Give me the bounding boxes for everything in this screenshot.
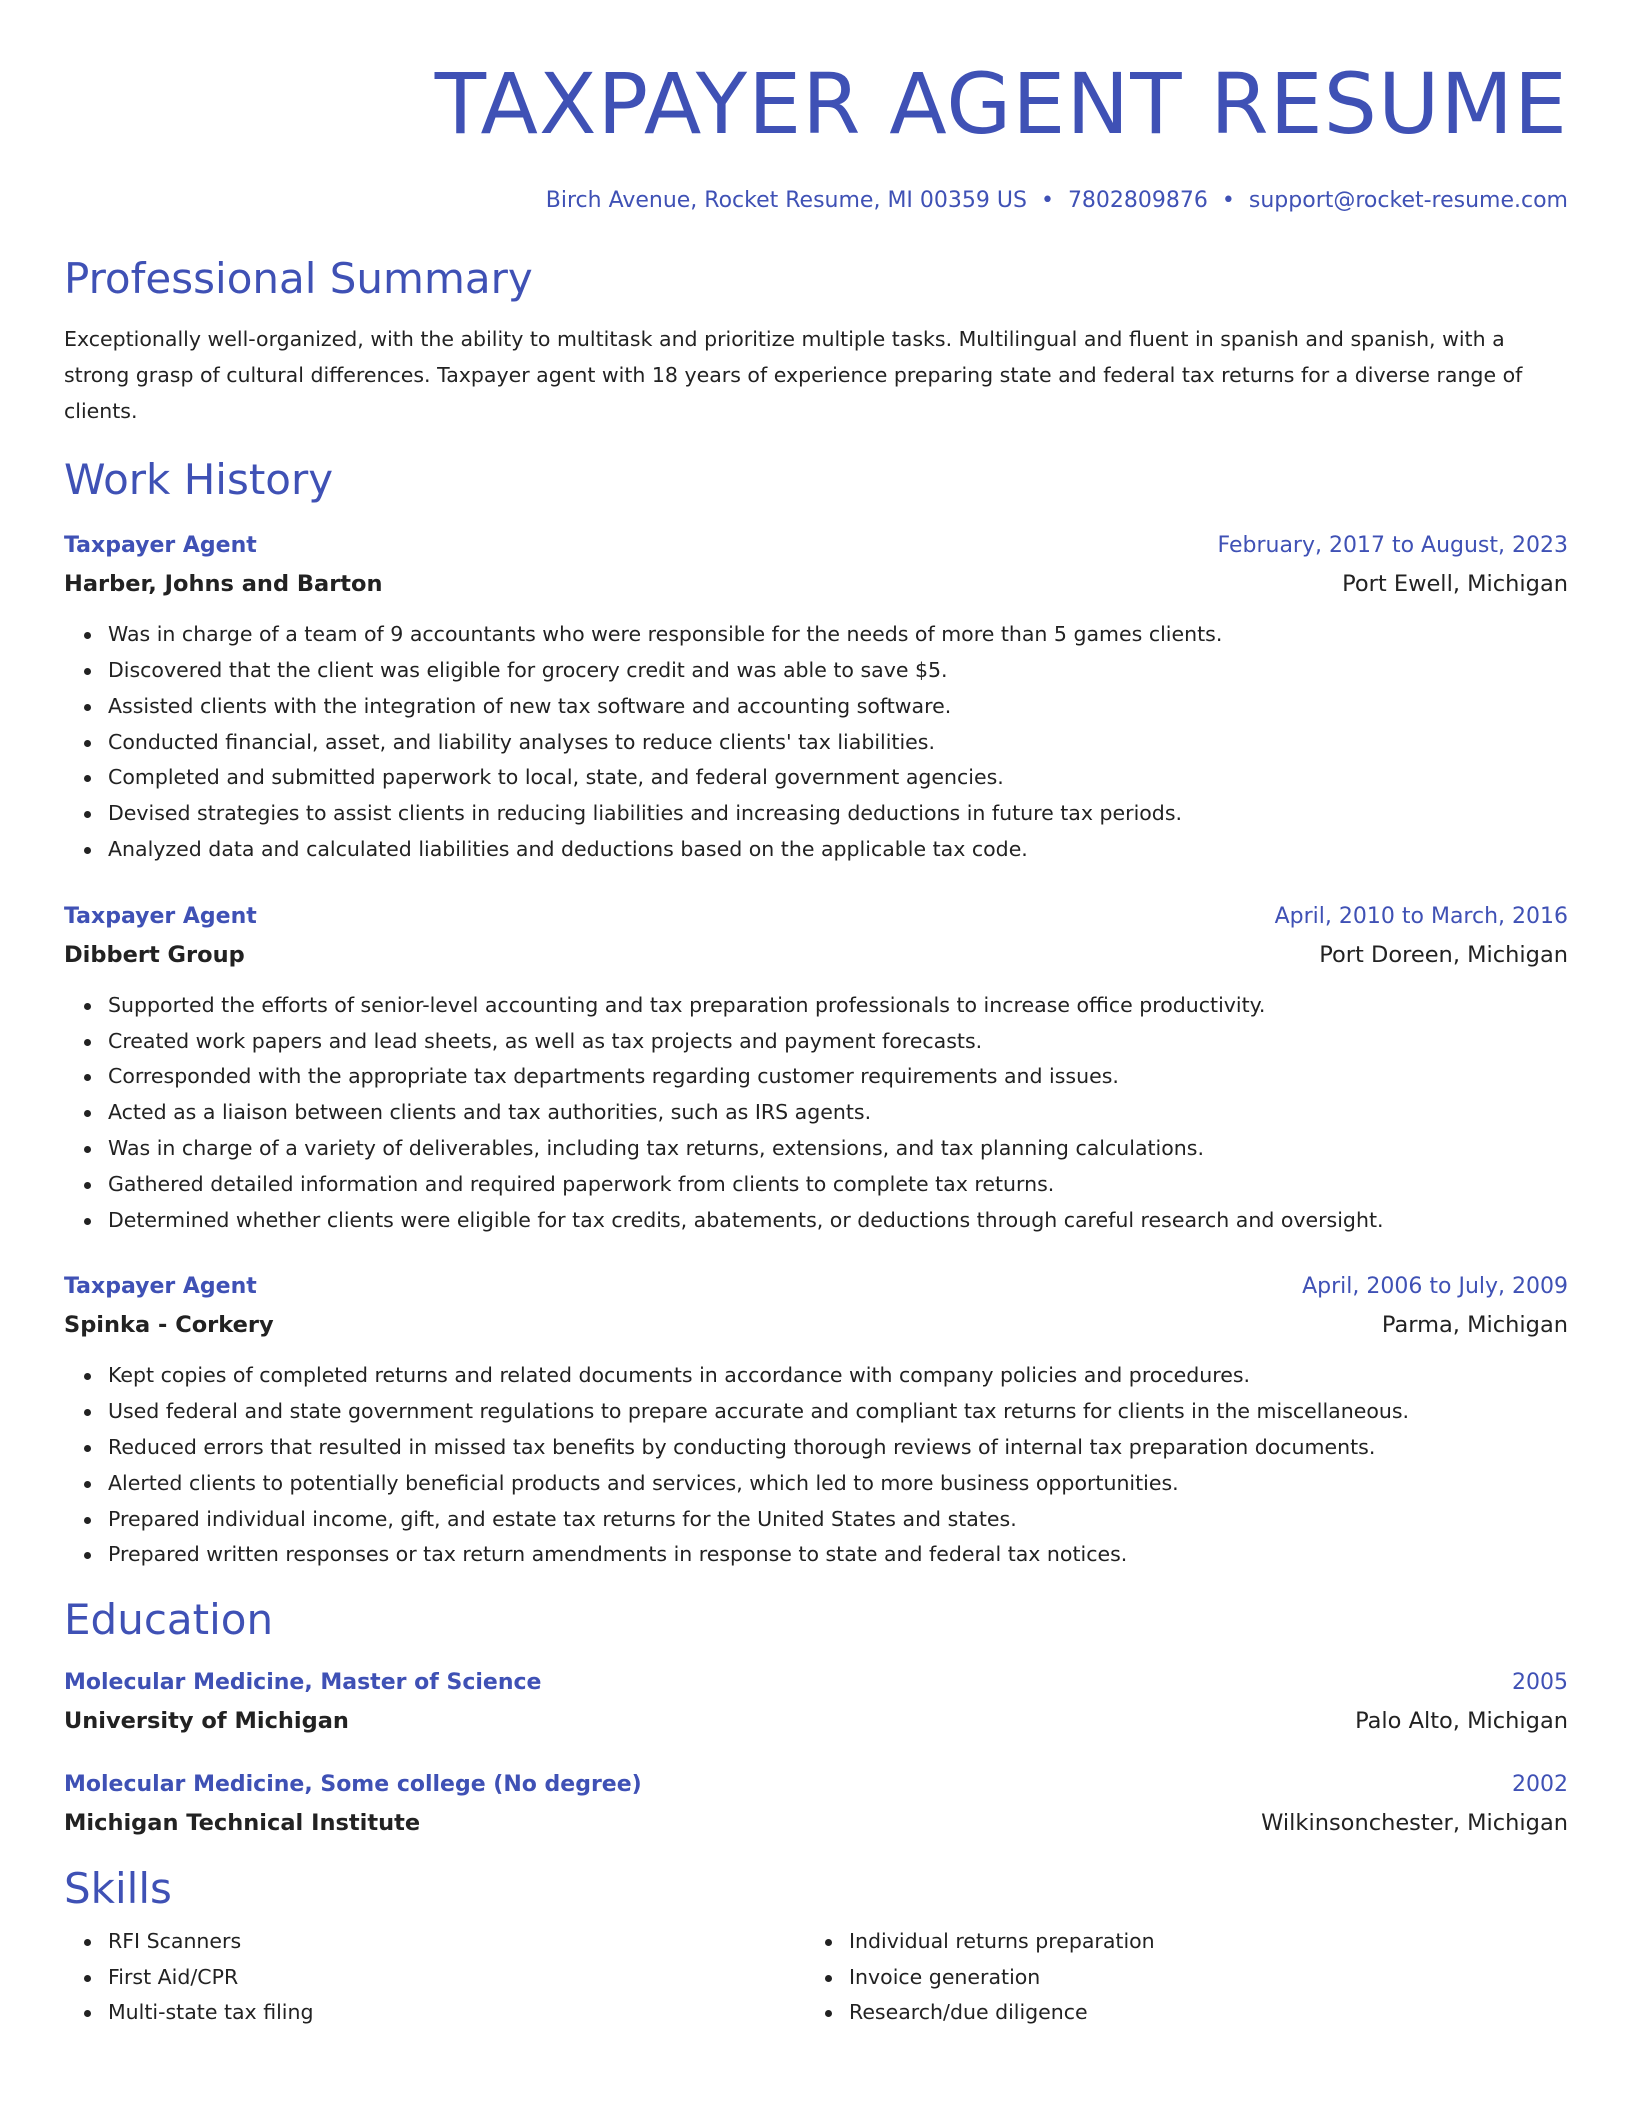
job-dates: February, 2017 to August, 2023 [1217, 533, 1568, 559]
job-header-row [64, 527, 1568, 565]
education-year: 2005 [1512, 1669, 1568, 1695]
job-company-row [64, 936, 1568, 974]
job-location: Parma, Michigan [1381, 1312, 1568, 1339]
job-bullet: Kept copies of completed returns and related documents in accordance with company policies and procedures. [108, 1358, 1568, 1394]
job-role: Taxpayer Agent [64, 1274, 257, 1300]
skill-item: Multi-state tax filing [108, 1995, 805, 2031]
job-company-row [64, 565, 1568, 603]
job-role: Taxpayer Agent [64, 903, 257, 929]
contact-phone: 7802809876 [1067, 188, 1208, 213]
job-bullets [64, 617, 1568, 868]
job-entry [64, 898, 1568, 1239]
education-school-row [64, 1804, 1568, 1842]
education-school-row [64, 1702, 1568, 1740]
job-bullet: Assisted clients with the integration of new tax software and accounting software. [108, 689, 1568, 725]
job-location: Port Doreen, Michigan [1319, 941, 1568, 968]
job-role: Taxpayer Agent [64, 533, 257, 559]
summary-heading: Professional Summary [64, 254, 533, 304]
job-bullet: Used federal and state government regulations to prepare accurate and compliant tax returns for clients in the miscellaneous. [108, 1394, 1568, 1430]
job-bullet: Analyzed data and calculated liabilities and deductions based on the applicable tax code. [108, 832, 1568, 868]
skills-columns [64, 1924, 1568, 2031]
job-company: Spinka - Corkery [64, 1312, 274, 1339]
job-bullet: Created work papers and lead sheets, as well as tax projects and payment forecasts. [108, 1024, 1568, 1060]
skills-heading: Skills [64, 1863, 172, 1913]
education-degree: Molecular Medicine, Master of Science [64, 1669, 542, 1695]
job-bullet: Prepared written responses or tax return amendments in response to state and federal tax notices. [108, 1537, 1568, 1573]
skill-item: Invoice generation [849, 1960, 1568, 1996]
skill-item: Research/due diligence [849, 1995, 1568, 2031]
education-year: 2002 [1512, 1771, 1568, 1797]
education-heading: Education [64, 1595, 274, 1645]
job-bullet: Devised strategies to assist clients in reducing liabilities and increasing deductions in future tax periods. [108, 796, 1568, 832]
job-bullet: Determined whether clients were eligible for tax credits, abatements, or deductions through careful research and oversight. [108, 1203, 1568, 1239]
skill-item: Individual returns preparation [849, 1924, 1568, 1960]
job-bullet: Corresponded with the appropriate tax departments regarding customer requirements and issues. [108, 1059, 1568, 1095]
education-location: Wilkinsonchester, Michigan [1261, 1809, 1568, 1836]
contact-separator: • [1040, 188, 1054, 213]
skills-list-right [805, 1924, 1568, 2031]
job-entry [64, 1268, 1568, 1573]
contact-address: Birch Avenue, Rocket Resume, MI 00359 US [545, 188, 1027, 213]
education-entry [64, 1664, 1568, 1740]
summary-text: Exceptionally well-organized, with the ability to multitask and prioritize multiple tasks. Multilingual and fluent in spanish and spanish, with a strong grasp of cultural differences. Taxpayer agent with 18 years of experience preparing state and federal tax returns for a diverse range of clients. [64, 326, 1523, 423]
education-school: University of Michigan [64, 1707, 349, 1734]
job-bullet: Discovered that the client was eligible for grocery credit and was able to save $5. [108, 653, 1568, 689]
education-header-row [64, 1664, 1568, 1702]
job-bullet: Gathered detailed information and required paperwork from clients to complete tax returns. [108, 1167, 1568, 1203]
job-dates: April, 2006 to July, 2009 [1302, 1274, 1568, 1300]
education-header-row [64, 1766, 1568, 1804]
job-bullet: Reduced errors that resulted in missed tax benefits by conducting thorough reviews of internal tax preparation documents. [108, 1430, 1568, 1466]
job-company: Harber, Johns and Barton [64, 571, 383, 598]
education-location: Palo Alto, Michigan [1355, 1707, 1568, 1734]
job-dates: April, 2010 to March, 2016 [1274, 903, 1568, 929]
job-company: Dibbert Group [64, 941, 245, 968]
skill-item: RFI Scanners [108, 1924, 805, 1960]
work-history-heading: Work History [64, 454, 334, 504]
skills-list-left [64, 1924, 805, 2031]
job-company-row [64, 1306, 1568, 1344]
job-bullet: Was in charge of a team of 9 accountants who were responsible for the needs of more than 5 games clients. [108, 617, 1568, 653]
job-header-row [64, 898, 1568, 936]
resume-title: TAXPAYER AGENT RESUME [434, 55, 1568, 153]
job-bullet: Supported the efforts of senior-level accounting and tax preparation professionals to increase office productivity. [108, 988, 1568, 1024]
job-bullet: Completed and submitted paperwork to local, state, and federal government agencies. [108, 760, 1568, 796]
job-bullet: Conducted financial, asset, and liability analyses to reduce clients' tax liabilities. [108, 725, 1568, 761]
contact-line [64, 188, 1568, 214]
job-bullet: Prepared individual income, gift, and estate tax returns for the United States and states. [108, 1502, 1568, 1538]
job-entry [64, 527, 1568, 868]
contact-separator: • [1221, 188, 1235, 213]
education-degree: Molecular Medicine, Some college (No degree) [64, 1771, 642, 1797]
job-bullet: Alerted clients to potentially beneficial products and services, which led to more business opportunities. [108, 1466, 1568, 1502]
education-entry [64, 1766, 1568, 1842]
job-bullet: Was in charge of a variety of deliverables, including tax returns, extensions, and tax planning calculations. [108, 1131, 1568, 1167]
job-bullets [64, 988, 1568, 1239]
job-bullet: Acted as a liaison between clients and tax authorities, such as IRS agents. [108, 1095, 1568, 1131]
education-school: Michigan Technical Institute [64, 1809, 421, 1836]
job-bullets [64, 1358, 1568, 1573]
contact-email[interactable]: support@rocket-resume.com [1248, 188, 1568, 213]
job-header-row [64, 1268, 1568, 1306]
skill-item: First Aid/CPR [108, 1960, 805, 1996]
job-location: Port Ewell, Michigan [1342, 571, 1568, 598]
